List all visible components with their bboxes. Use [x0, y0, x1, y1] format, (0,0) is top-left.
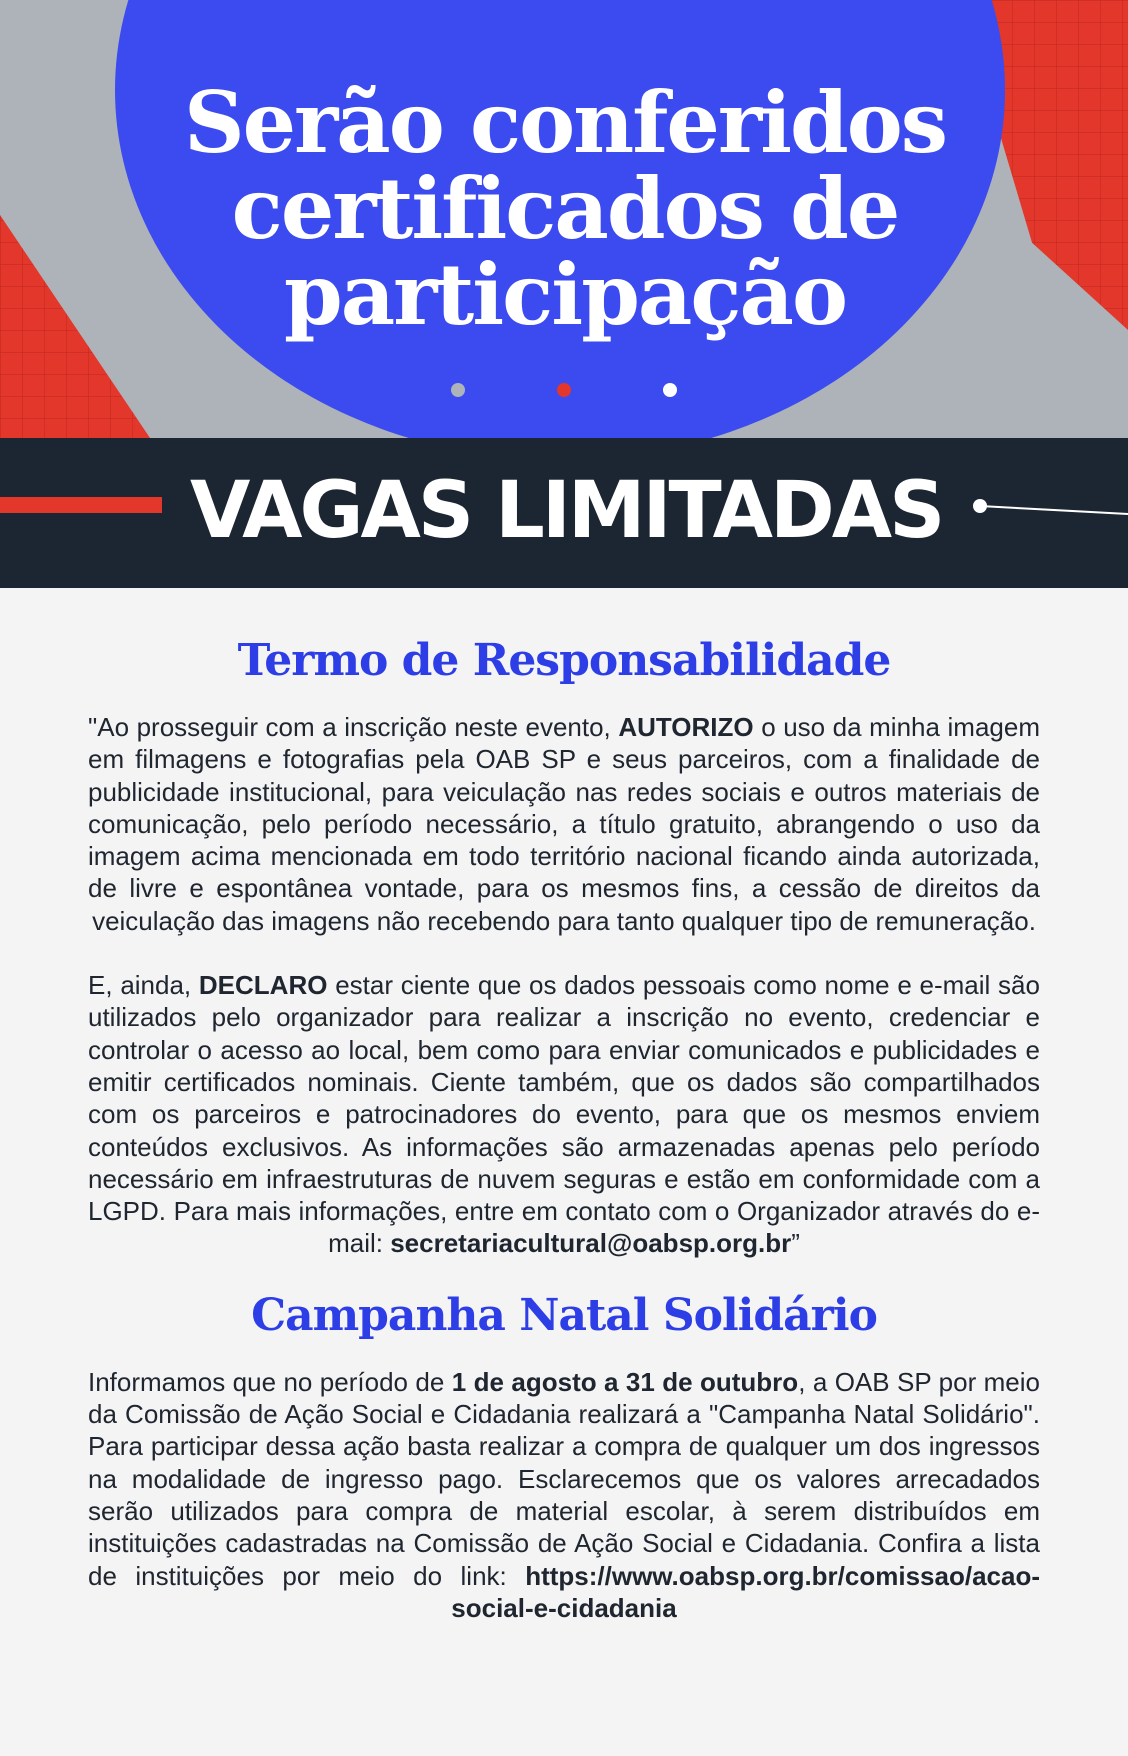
termo-paragraph-autorizo [88, 711, 1040, 937]
banner-pointer-line [960, 478, 1128, 518]
campanha-paragraph [88, 1366, 1040, 1624]
campanha-text-middle: , a OAB SP por meio da Comissão de Ação Social e Cidadania realizará a "Campanha Natal Solidário". Para participar dessa ação basta realizar a compra de qualquer um dos ingressos na modalidade de ingresso pago. Esclarecemos que os valores arrecadados serão utilizados para compra de material escolar, à serem distribuídos em instituições cadastradas na Comissão de Ação Social e Cidadania. Confira a lista de instituições por meio do link: [88, 1366, 1041, 1591]
termo-p1-text-start: "Ao prosseguir com a inscrição neste evento, [88, 712, 619, 742]
campanha-title: Campanha Natal Solidário [251, 1289, 877, 1341]
hero-title-line-1: Serão conferidos [183, 73, 947, 172]
termo-p1-bold: AUTORIZO [618, 712, 754, 742]
hero-title-line-2: certificados de [231, 159, 899, 258]
hero-banner [0, 0, 1128, 438]
termo-paragraph-declaro [88, 969, 1040, 1260]
contact-email-link[interactable]: secretariacultural@oabsp.org.br [390, 1228, 792, 1259]
campanha-link[interactable]: https://www.oabsp.org.br/comissao/acao-social-e-cidadania [451, 1560, 1040, 1623]
banner-red-bar [0, 497, 162, 513]
termo-p2-text-middle: estar ciente que os dados pessoais como nome e e-mail são utilizados pelo organizador para realizar a inscrição no evento, credenciar e controlar o acesso ao local, bem como para enviar comunicados e publicidades e emitir certificados nominais. Ciente também, que os dados são compartilhados com os parceiros e patrocinadores do evento, para que os mesmos enviem conteúdos exclusivos. As informações são armazenadas apenas pelo período necessário em infraestruturas de nuvem seguras e estão em conformidade com a LGPD. Para mais informações, entre em contato com o Organizador através do e-mail: [88, 970, 1040, 1259]
termo-p1-text-end: o uso da minha imagem em filmagens e fotografias pela OAB SP e seus parceiros, com a finalidade de publicidade institucional, para veiculação nas redes sociais e outros materiais de comunicação, pelo período necessário, a título gratuito, abrangendo o uso da imagem acima mencionada em todo território nacional ficando ainda autorizada, de livre e espontânea vontade, para os mesmos fins, a cessão de direitos da veiculação das imagens não recebendo para tanto qualquer tipo de remuneração. [88, 712, 1040, 936]
carousel-dot-gray [451, 383, 465, 397]
campanha-period-bold: 1 de agosto a 31 de outubro [451, 1366, 799, 1397]
carousel-dot-white [663, 383, 677, 397]
main-content [0, 588, 1128, 1624]
termo-p2-text-start: E, ainda, [88, 970, 199, 1001]
termo-title: Termo de Responsabilidade [237, 635, 891, 686]
hero-title-line-3: participação [284, 245, 846, 344]
termo-p2-bold: DECLARO [198, 970, 328, 1001]
campanha-text-start: Informamos que no período de [88, 1366, 452, 1397]
banner-text: VAGAS LIMITADAS [190, 466, 943, 556]
hero-title [140, 73, 990, 344]
termo-p2-text-end: ” [791, 1228, 800, 1259]
carousel-dot-red [557, 383, 571, 397]
vagas-banner [0, 438, 1128, 588]
